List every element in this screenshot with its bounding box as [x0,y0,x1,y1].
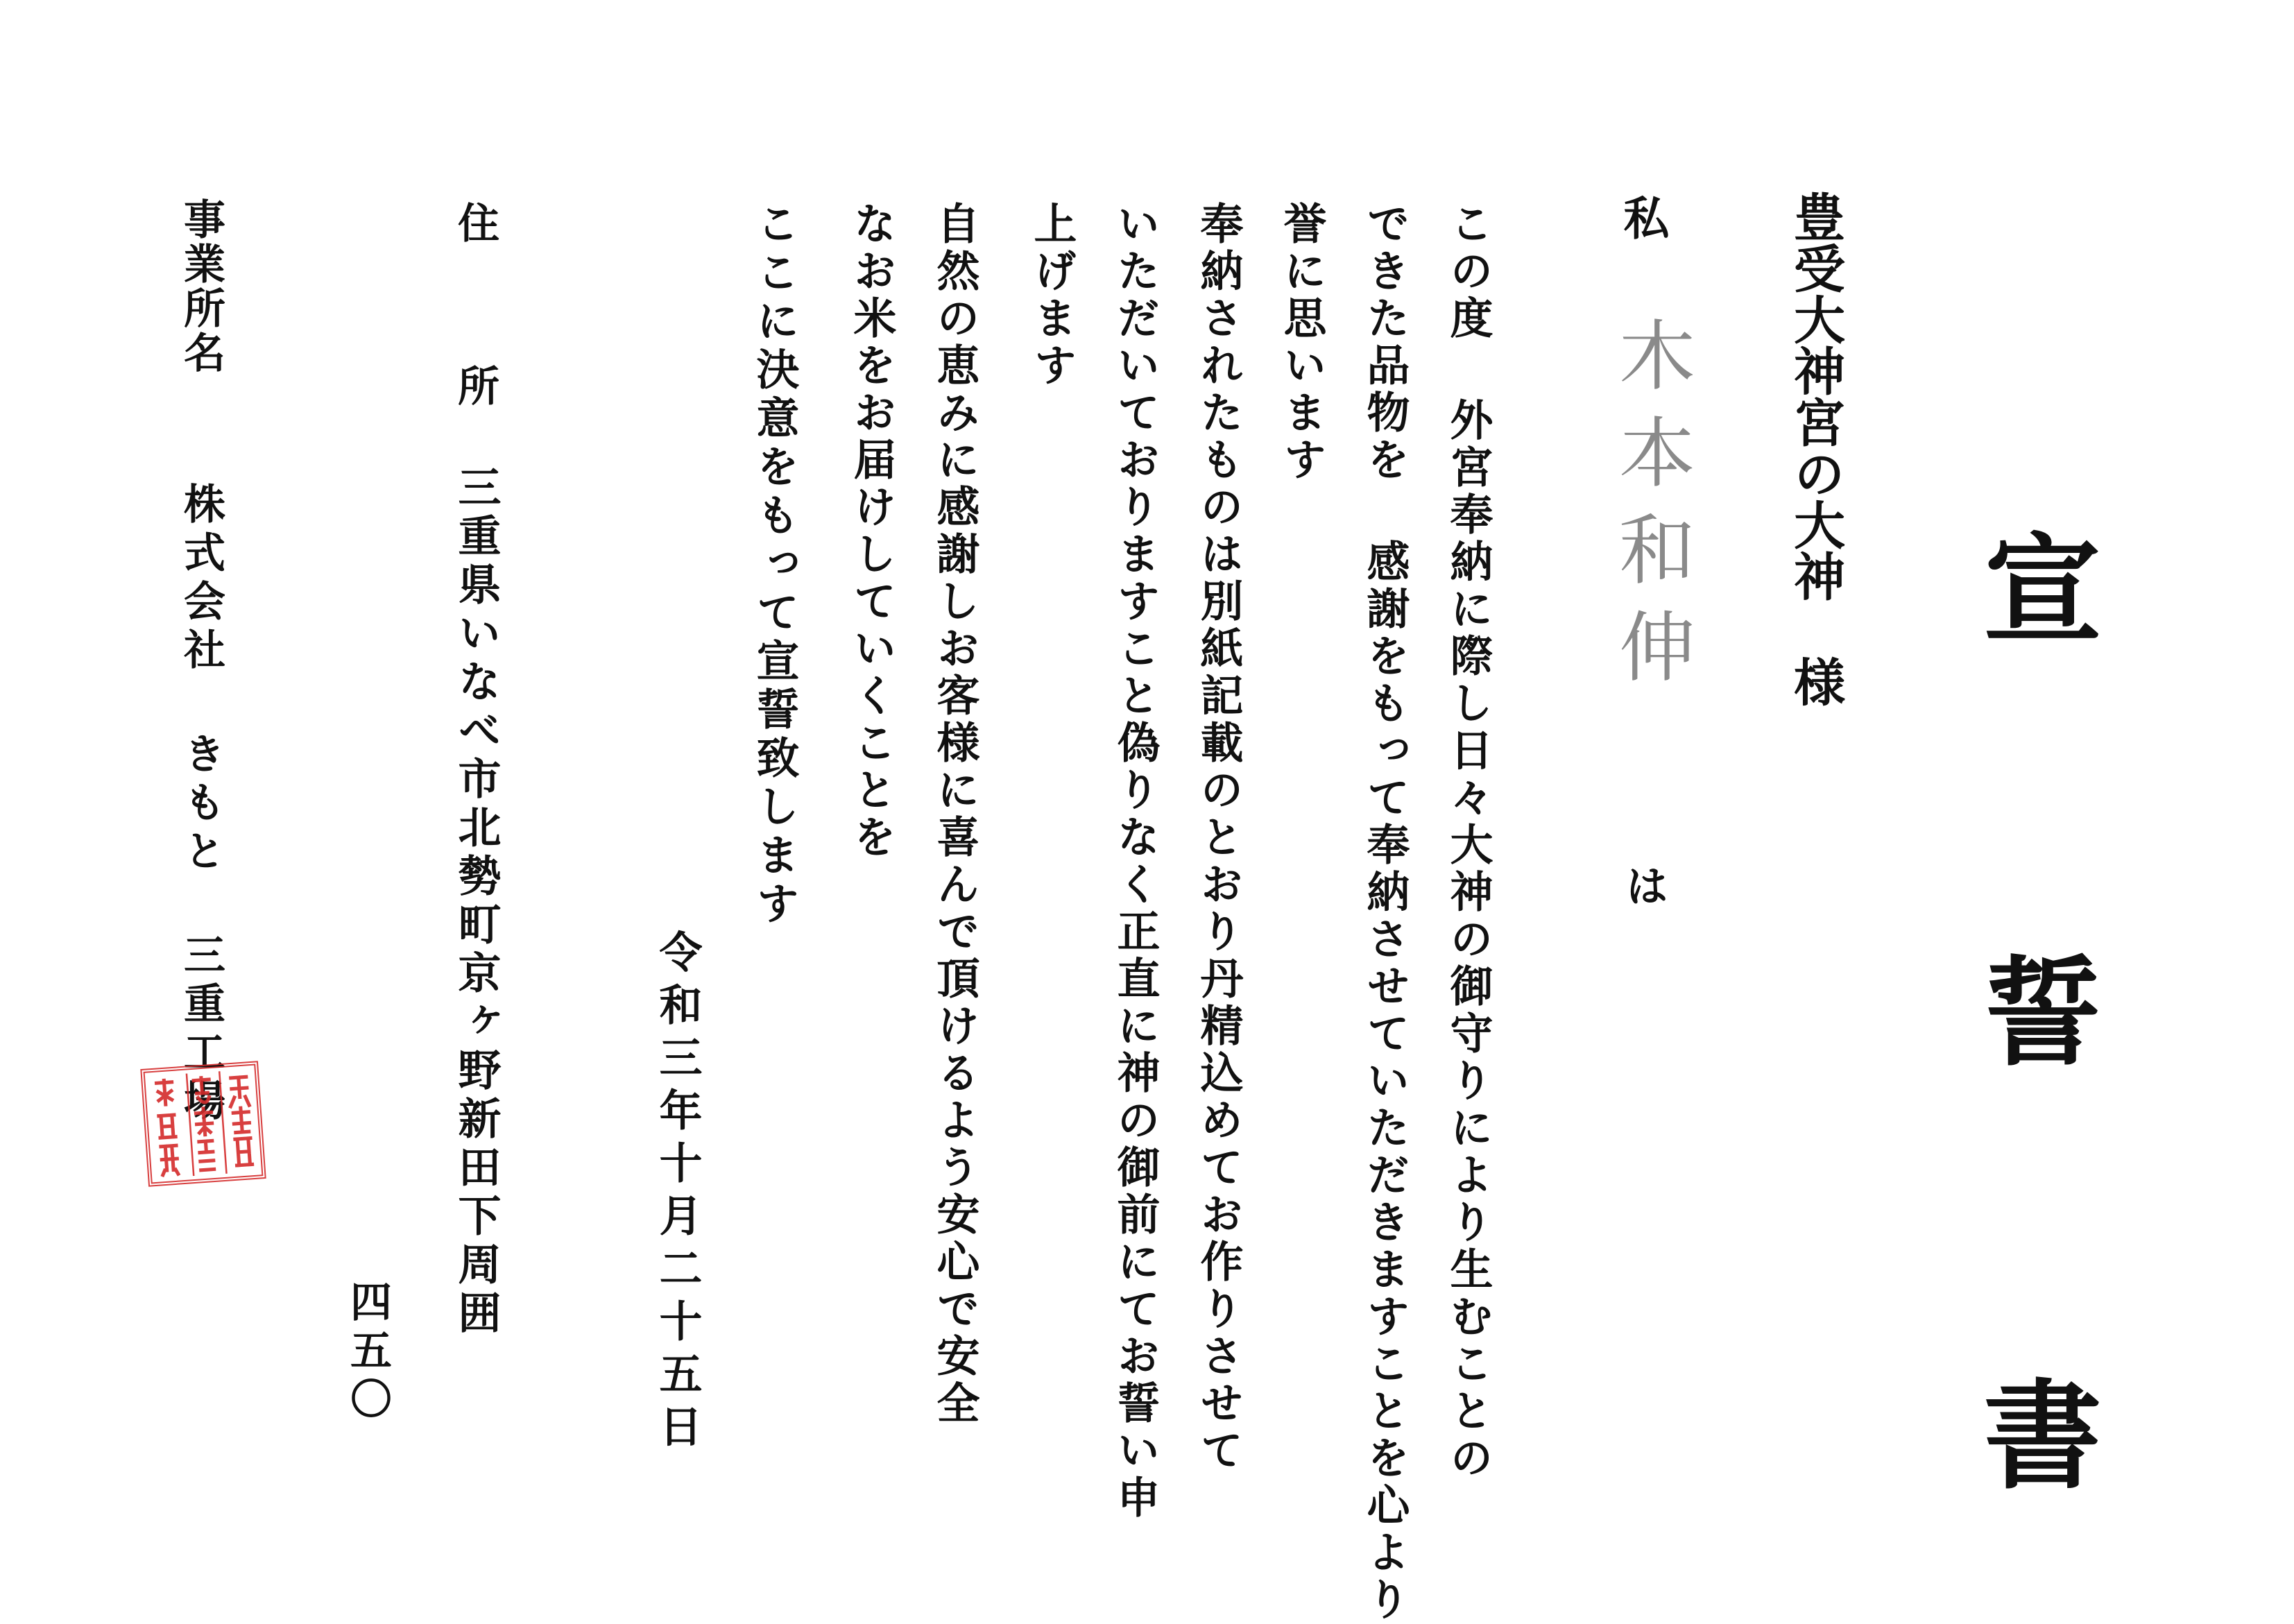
address-label-first: 住 [451,201,499,243]
address-number: 四五〇 [343,1280,392,1426]
addressee [1786,191,1845,707]
body-line-1: この度 外宮奉納に際し日々大神の御守りにより生むことの [1443,201,1493,1482]
company-seal-stamp [140,1061,266,1186]
pledger-particle: は [1618,864,1669,907]
body-line-4: 奉納されたものは別紙記載のとおり丹精込めてお作りさせて [1193,201,1244,1475]
body-line-2: できた品物を 感謝をもって奉納させていただきますことを心より [1360,201,1410,1624]
closing-statement: ここに決意をもって宣誓致します [749,201,800,930]
addressee-honorific: 様 [1786,656,1845,707]
document-title: 宣 誓 書 [1963,527,2102,1575]
address-label-second: 所 [451,364,499,406]
pledger-name: 木本和伸 [1607,316,1695,704]
body-line-6: 上げます [1027,201,1077,390]
body-line-7: 自然の恵みに感謝しお客様に喜んで頂けるよう安心で安全 [930,201,980,1428]
addressee-name: 豊受大神宮の大神 [1786,191,1845,601]
pledger-label: 私 [1616,194,1670,240]
business-label: 事業所名 [177,198,225,375]
body-line-8: なお米をお届けしていくことを [846,201,897,862]
body-line-3: 誉に思います [1276,201,1327,484]
company-name: 株式会社 きもと 三重工場 [177,482,225,1127]
body-line-5: いただいておりますこと偽りなく正直に神の御前にてお誓い申 [1110,201,1161,1522]
seal-icon [145,1066,262,1183]
document-date: 令和三年十月二十五日 [652,930,703,1457]
address-value: 三重県いなべ市北勢町京ヶ野新田下周囲 [451,465,502,1339]
